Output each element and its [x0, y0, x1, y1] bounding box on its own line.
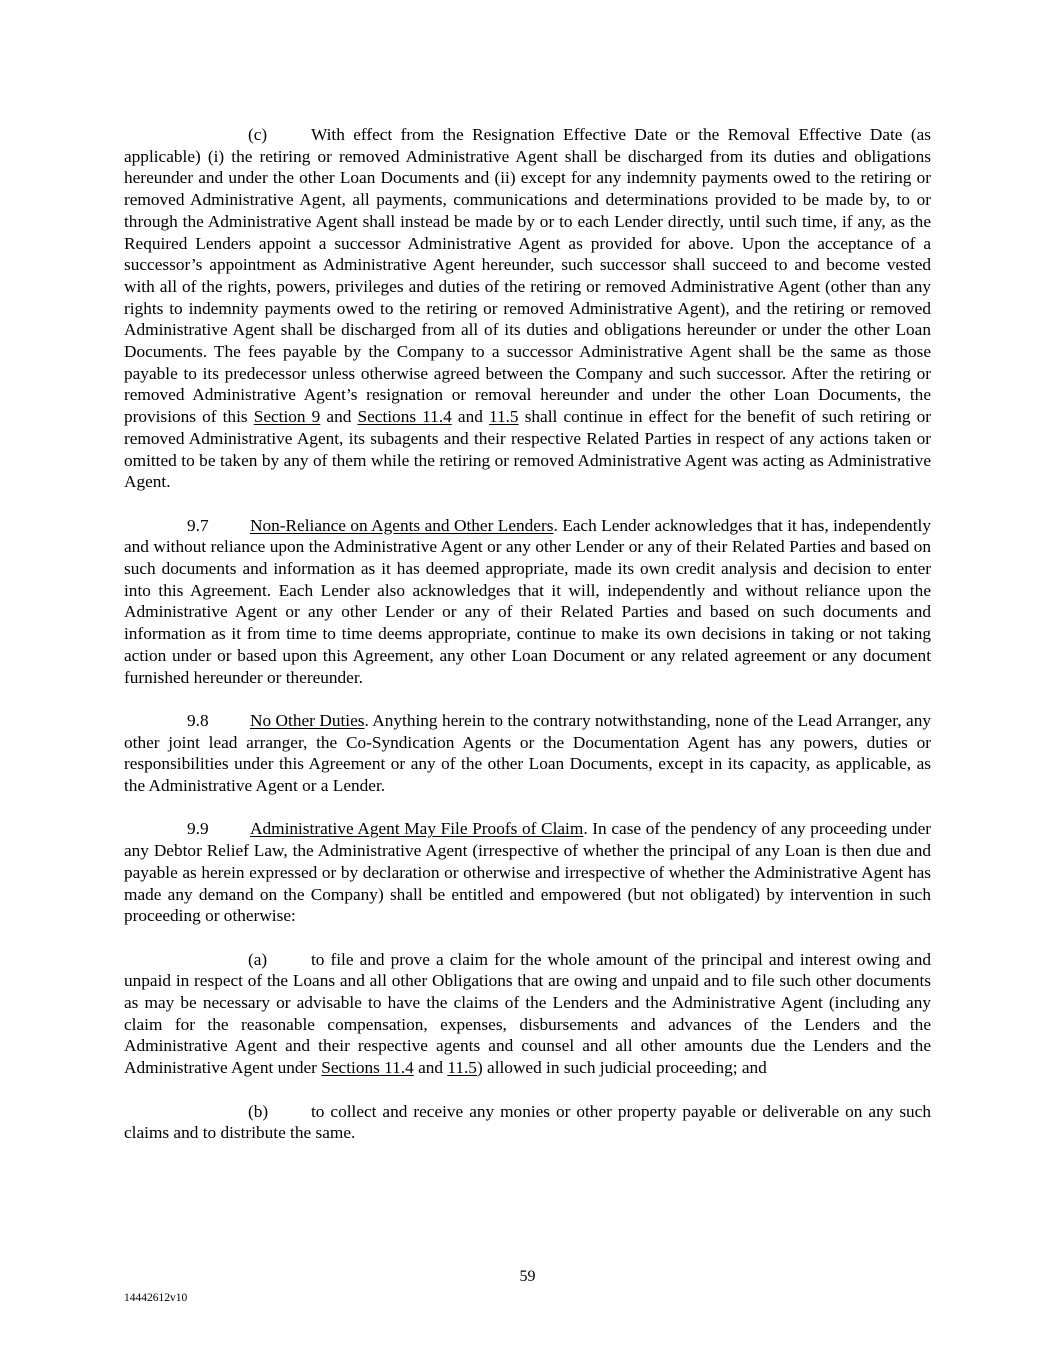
section-9-9-number: 9.9 [187, 819, 209, 839]
paragraph-a: (a) to file and prove a claim for the whole amount of the principal and interest owing and unpaid in respect of the Loans and all other Obligations that are owing and unpaid and to file such other documents as may be necessary or advisable to have the claims of the Lenders and the Administrative Agent (including any claim for the reasonable compensation, expenses, disbursements and advances of the Lenders and the Administrative Agent and their respective agents and counsel and all other amounts due the Lenders and the Administrative Agent under Sections 11.4 and 11.5) allowed in such judicial proceeding; and [124, 949, 931, 1078]
sections-11-4-link: Sections 11.4 [321, 1058, 414, 1078]
paragraph-b: (b) to collect and receive any monies or other property payable or deliverable on any such claims and to distribute the same. [124, 1101, 931, 1143]
section-9-link: Section 9 [253, 407, 321, 427]
section-9-8-heading: No Other Duties [250, 710, 365, 730]
section-9-8: 9.8 No Other Duties. Anything herein to the contrary notwithstanding, none of the Lead Arranger, any other joint lead arranger, the Co-Syndication Agents or the Documentation Agent has any powers, duties or responsibilities under this Agreement or any of the other Loan Documents, except in its capacity, as applicable, as the Administrative Agent or a Lender. [124, 710, 931, 796]
section-9-8-number: 9.8 [187, 710, 209, 730]
section-9-7: 9.7 Non-Reliance on Agents and Other Lenders. Each Lender acknowledges that it has, independently and without reliance upon the Administrative Agent or any other Lender or any of their Related Parties and based on such documents and information as it has deemed appropriate, made its own credit analysis and decision to enter into this Agreement. Each Lender also acknowledges that it will, independently and without reliance upon the Administrative Agent or any other Lender or any of their Related Parties and based on such documents and information as it from time to time deems appropriate, continue to make its own decisions in taking or not taking action under or based upon this Agreement, any other Loan Document or any related agreement or any document furnished hereunder or thereunder. [124, 515, 931, 687]
paragraph-c: (c) With effect from the Resignation Effective Date or the Removal Effective Date (as applicable) (i) the retiring or removed Administrative Agent shall be discharged from its duties and obligations hereunder and under the other Loan Documents and (ii) except for any indemnity payments owed to the retiring or removed Administrative Agent, all payments, communications and determinations provided to be made by, to or through the Administrative Agent shall instead be made by or to each Lender directly, until such time, if any, as the Required Lenders appoint a successor Administrative Agent as provided for above. Upon the acceptance of a successor’s appointment as Administrative Agent hereunder, such successor shall succeed to and become vested with all of the rights, powers, privileges and duties of the retiring or removed Administrative Agent (other than any rights to indemnity payments owed to the retiring or removed Administrative Agent), and the retiring or removed Administrative Agent shall be discharged from all of its duties and obligations hereunder or under the other Loan Documents. The fees payable by the Company to a successor Administrative Agent shall be the same as those payable to its predecessor unless otherwise agreed between the Company and such successor. After the retiring or removed Administrative Agent’s resignation or removal hereunder and under the other Loan Documents, the provisions of this Section 9 and Sections 11.4 and 11.5 shall continue in effect for the benefit of such retiring or removed Administrative Agent, its subagents and their respective Related Parties in respect of any actions taken or omitted to be taken by any of them while the retiring or removed Administrative Agent was acting as Administrative Agent. [124, 125, 932, 492]
document-body [124, 124, 931, 1166]
section-9-9: 9.9 Administrative Agent May File Proofs of Claim. In case of the pendency of any proceeding under any Debtor Relief Law, the Administrative Agent (irrespective of whether the principal of any Loan is then due and payable as herein expressed or by declaration or otherwise and irrespective of whether the Administrative Agent has made any demand on the Company) shall be entitled and empowered (but not obligated) by intervention in such proceeding or otherwise: [124, 819, 931, 926]
sections-11-4-link: Sections 11.4 [357, 407, 452, 427]
paragraph-b-label: (b) [248, 1101, 269, 1121]
paragraph-a-label: (a) [248, 949, 268, 969]
section-11-5-link: 11.5 [488, 407, 519, 427]
page-number: 59 [519, 1268, 536, 1285]
section-9-9-heading: Administrative Agent May File Proofs of Claim [250, 819, 584, 839]
section-9-7-number: 9.7 [187, 515, 209, 535]
document-id: 14442612v10 [124, 1292, 188, 1304]
paragraph-c-label: (c) [248, 125, 268, 144]
section-11-5-link: 11.5 [447, 1058, 477, 1078]
section-9-7-heading: Non-Reliance on Agents and Other Lenders [250, 515, 554, 535]
